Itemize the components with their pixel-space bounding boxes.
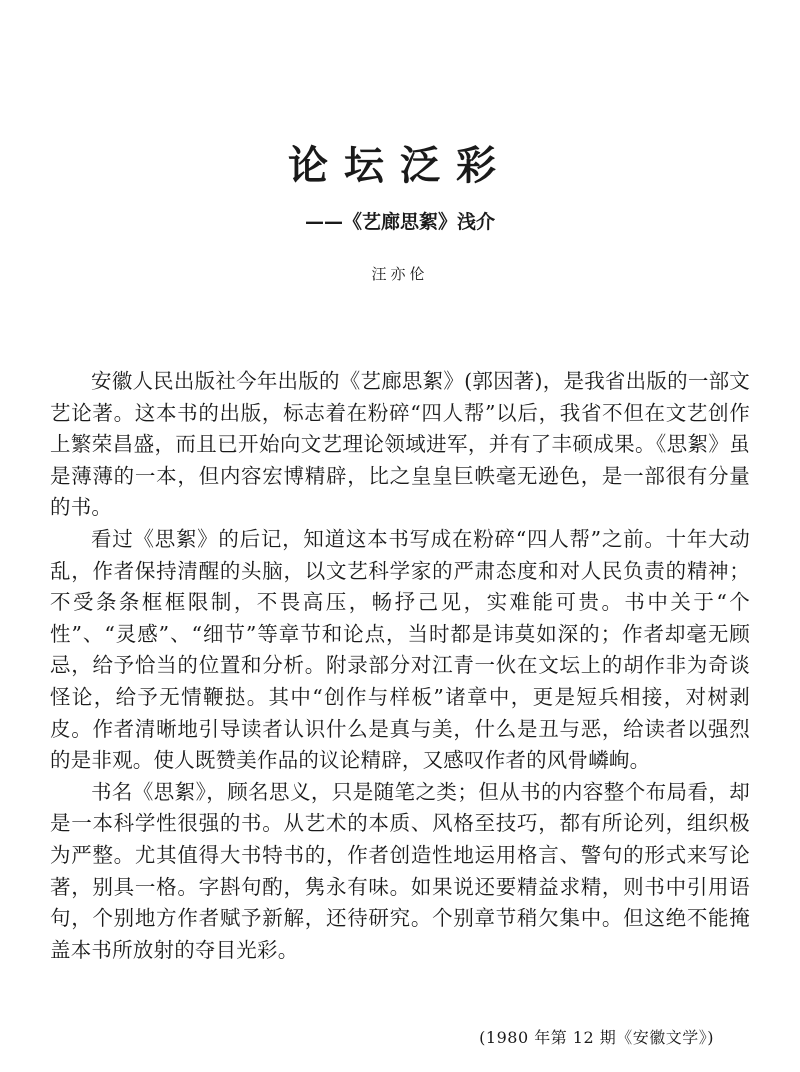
publication-source: (1980 年第 12 期《安徽文学》) [479,1028,714,1047]
paragraph-1: 安徽人民出版社今年出版的《艺廊思絮》(郭因著)，是我省出版的一部文艺论著。这本书的出版，标志着在粉碎“四人帮”以后，我省不但在文艺创作上繁荣昌盛，而且已开始向文艺理论领域进军，并有了丰硕成果。《思絮》虽是薄薄的一本，但内容宏博精辟，比之皇皇巨帙毫无逊色，是一部很有分量的书。 [50,369,750,520]
article-title: 论坛泛彩 [288,143,512,189]
article-subtitle: ——《艺廊思絮》浅介 [304,211,495,233]
article-body [50,366,750,966]
paragraph-2: 看过《思絮》的后记，知道这本书写成在粉碎“四人帮”之前。十年大动乱，作者保持清醒的头脑，以文艺科学家的严肃态度和对人民负责的精神；不受条条框框限制，不畏高压，畅抒己见，实难能可贵。书中关于“个性”、“灵感”、“细节”等章节和论点，当时都是讳莫如深的；作者却毫无顾忌，给予恰当的位置和分析。附录部分对江青一伙在文坛上的胡作非为奇谈怪论，给予无情鞭挞。其中“创作与样板”诸章中，更是短兵相接，对树剥皮。作者清晰地引导读者认识什么是真与美，什么是丑与恶，给读者以强烈的是非观。使人既赞美作品的议论精辟，又感叹作者的风骨嶙峋。 [50,526,750,773]
article-author: 汪亦伦 [371,265,429,283]
paragraph-3: 书名《思絮》，顾名思义，只是随笔之类；但从书的内容整个布局看，却是一本科学性很强的书。从艺术的本质、风格至技巧，都有所论列，组织极为严整。尤其值得大书特书的，作者创造性地运用格言、警句的形式来写论著，别具一格。字斟句酌，隽永有味。如果说还要精益求精，则书中引用语句，个别地方作者赋予新解，还待研究。个别章节稍欠集中。但这绝不能掩盖本书所放射的夺目光彩。 [50,779,750,962]
